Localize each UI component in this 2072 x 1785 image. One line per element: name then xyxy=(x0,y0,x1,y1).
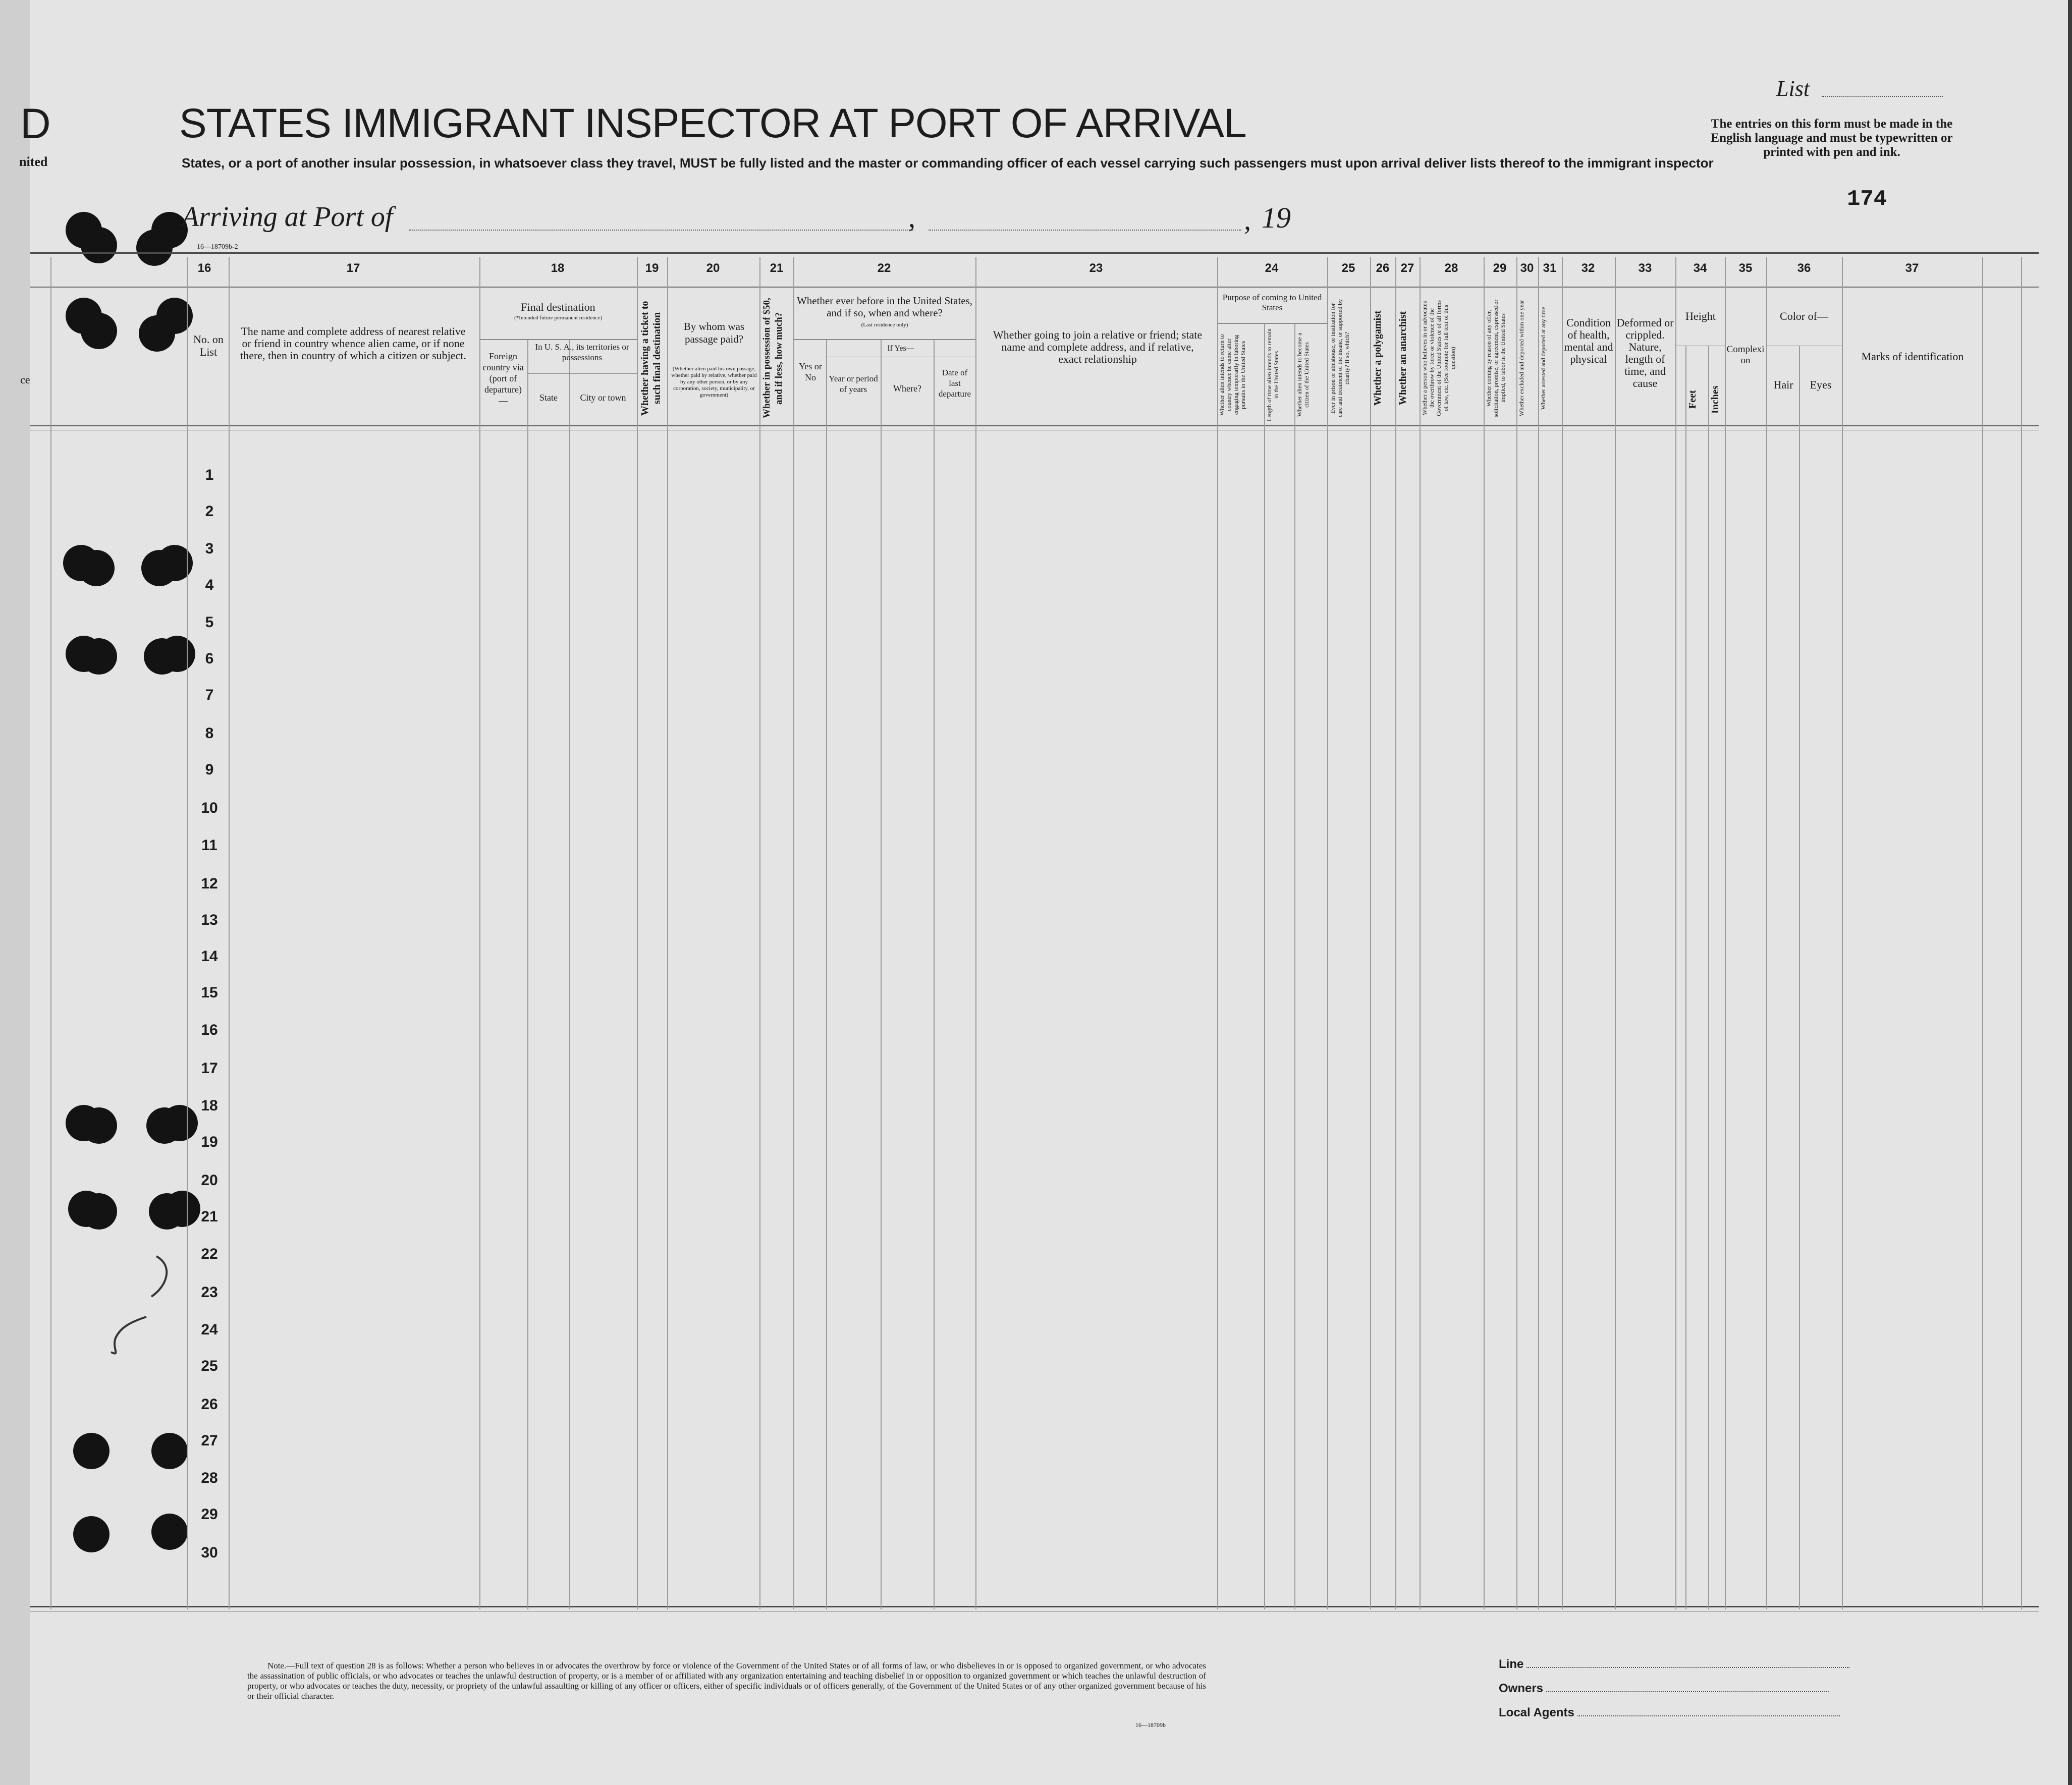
line-field[interactable] xyxy=(1526,1667,1849,1668)
owners-field[interactable] xyxy=(1546,1691,1829,1692)
line-row xyxy=(1499,1657,1849,1671)
column-rule xyxy=(1217,257,1218,1609)
column-number: 29 xyxy=(1493,261,1507,275)
column-rule xyxy=(1766,257,1767,1609)
header-if-yes: If Yes— xyxy=(887,344,914,353)
form-instructions: The entries on this form must be made in the English language and must be typewritten or printed with pen and ink. xyxy=(1711,117,1953,159)
column-number: 28 xyxy=(1444,261,1458,275)
header-overthrow: Whether a person who believes in or advocates the overthrow by force or violence of the Government of the United States or of all forms of law, etc. (See footnote for full text of this question) xyxy=(1421,300,1456,416)
column-rule xyxy=(934,339,935,1609)
column-rule xyxy=(1725,257,1726,1609)
rule-top xyxy=(30,252,2039,254)
punch-hole xyxy=(81,227,117,263)
punch-hole xyxy=(78,550,115,586)
column-rule xyxy=(1516,257,1517,1609)
agents-row xyxy=(1499,1706,1840,1720)
row-number: 7 xyxy=(205,687,214,703)
header-color-of: Color of— xyxy=(1780,310,1828,322)
column-rule xyxy=(1615,257,1616,1609)
column-rule xyxy=(667,257,668,1609)
rule-c24-sub xyxy=(1217,323,1327,324)
column-number: 37 xyxy=(1905,261,1919,275)
punch-hole xyxy=(73,1433,110,1469)
row-number: 27 xyxy=(201,1432,218,1449)
page-title: STATES IMMIGRANT INSPECTOR AT PORT OF ARRIVAL xyxy=(179,100,1246,146)
column-rule xyxy=(1420,257,1421,1609)
header-hair: Hair xyxy=(1773,378,1793,391)
pen-mark xyxy=(91,1251,182,1372)
column-rule xyxy=(229,257,230,1609)
column-rule xyxy=(1982,257,1983,1609)
row-number: 21 xyxy=(201,1208,218,1225)
row-number: 16 xyxy=(201,1022,218,1038)
header-anarchist: Whether an anarchist xyxy=(1397,311,1408,405)
rule-colnums xyxy=(30,287,2039,288)
row-number: 24 xyxy=(201,1321,218,1338)
punch-hole xyxy=(151,1514,188,1550)
column-number: 20 xyxy=(706,261,720,275)
column-rule xyxy=(569,339,570,1609)
column-rule xyxy=(2021,257,2022,1609)
right-edge-strip xyxy=(2068,0,2072,1785)
row-number: 13 xyxy=(201,912,218,928)
column-number: 32 xyxy=(1581,261,1595,275)
row-number: 18 xyxy=(201,1097,218,1114)
column-rule xyxy=(1294,323,1295,1609)
row-number: 10 xyxy=(201,800,218,816)
row-number: 28 xyxy=(201,1470,218,1486)
header-prison-almshouse: Ever in prison or almshouse, or institution for care and treatment of the insane, or supported by charity? If so, which? xyxy=(1329,299,1350,418)
column-number: 35 xyxy=(1738,261,1753,275)
column-rule xyxy=(637,257,638,1609)
column-rule xyxy=(1370,257,1371,1609)
column-rule xyxy=(1327,257,1328,1609)
column-number: 30 xyxy=(1520,261,1534,275)
column-rule xyxy=(187,257,188,1609)
row-number: 30 xyxy=(201,1544,218,1561)
row-number: 2 xyxy=(205,503,214,520)
left-fragment-small: nited xyxy=(19,154,48,169)
row-number: 11 xyxy=(201,837,217,854)
left-margin-strip xyxy=(0,0,30,1785)
row-number: 17 xyxy=(201,1060,218,1077)
header-no-on-list: No. on List xyxy=(193,333,224,358)
port-field[interactable] xyxy=(409,230,913,231)
column-rule xyxy=(826,339,827,1609)
column-number: 24 xyxy=(1265,261,1279,275)
header-purpose-length: Length of time alien intends to remain in the United States xyxy=(1266,328,1280,421)
header-purpose: Purpose of coming to United States xyxy=(1222,293,1322,312)
line-label: Line xyxy=(1499,1657,1524,1671)
header-city-town: City or town xyxy=(580,393,626,403)
rule-bottom xyxy=(30,1606,2039,1607)
header-ticket: Whether having a ticket to such final destination xyxy=(639,301,663,416)
column-number: 17 xyxy=(346,261,360,275)
header-polygamist: Whether a polygamist xyxy=(1372,310,1383,406)
header-marks-identification: Marks of identification xyxy=(1861,350,1964,363)
column-rule xyxy=(1484,257,1485,1609)
header-complexion: Complexion xyxy=(1726,344,1765,366)
row-number: 15 xyxy=(201,984,218,1001)
row-number: 23 xyxy=(201,1284,218,1301)
page-subtitle: States, or a port of another insular possession, in whatsoever class they travel, MUST be fully listed and the master or commanding officer of each vessel carrying such passengers must upon arrival deliver lists thereof to the immigrant inspector xyxy=(182,155,1714,171)
header-labor-offer: Whether coming by reason of any offer, solicitation, promise, or agreement, expressed or implied, to labor in the United States xyxy=(1485,299,1506,417)
header-feet: Feet xyxy=(1687,390,1698,409)
header-eyes: Eyes xyxy=(1810,378,1832,391)
row-number: 4 xyxy=(205,577,214,593)
column-rule xyxy=(881,339,882,1609)
column-number: 21 xyxy=(770,261,784,275)
column-number: 23 xyxy=(1089,261,1103,275)
punch-hole xyxy=(159,636,195,672)
header-final-destination-note: (*Intended future permanent residence) xyxy=(514,315,602,321)
list-label: List xyxy=(1776,76,1810,101)
row-number: 6 xyxy=(205,650,214,667)
header-year-period: Year or period of years xyxy=(829,374,878,394)
comma: , xyxy=(908,202,915,234)
column-rule xyxy=(1799,346,1800,1609)
punch-hole xyxy=(81,1193,117,1230)
column-rule xyxy=(1538,257,1539,1609)
column-rule xyxy=(1842,257,1843,1609)
header-join-relative: Whether going to join a relative or friend; state name and complete address, and if relative, exact relationship xyxy=(993,328,1203,365)
rule-c22-sub xyxy=(793,339,975,340)
column-rule xyxy=(975,257,976,1609)
row-number: 5 xyxy=(205,614,214,631)
agents-field[interactable] xyxy=(1577,1715,1840,1716)
column-number: 36 xyxy=(1797,261,1811,275)
header-purpose-citizen: Whether alien intends to become a citizen of the United States xyxy=(1296,332,1310,417)
header-health: Condition of health, mental and physical xyxy=(1564,316,1613,365)
header-excluded-deported: Whether excluded and deported within one year xyxy=(1518,300,1525,417)
year-comma: , xyxy=(1244,205,1251,236)
header-where: Where? xyxy=(893,383,921,394)
column-number: 26 xyxy=(1376,261,1390,275)
header-height: Height xyxy=(1685,310,1716,322)
footnote: Note.—Full text of question 28 is as follows: Whether a person who believes in or advocates the overthrow by force or violence of the Government of the United States or of all forms of law, or who disbelieves in or is opposed to organized government, or who advocates the assassination of public officials, or who advocates or teaches the unlawful destruction of property, or is a member of or affiliated with any organization entertaining and teaching disbelief in or opposition to organized government or which teaches the unlawful destruction of property, or who advocates or teaches the duty, necessity, or propriety of the unlawful assaulting or killing of any officer or officers, either of specific individuals or of officers generally, of the Government of the United States or of any other organized government because of his or their official character. xyxy=(247,1661,1206,1701)
header-foreign-country: Foreign country via (port of departure)— xyxy=(482,351,524,406)
rule-header-bottom xyxy=(30,425,2039,426)
left-margin-label: ce xyxy=(20,373,30,386)
column-number: 27 xyxy=(1400,261,1414,275)
column-number: 33 xyxy=(1638,261,1652,275)
punch-hole xyxy=(81,1107,117,1144)
header-arrested-deported: Whether arrested and deported at any time xyxy=(1540,307,1547,410)
year-prefix: 19 xyxy=(1262,201,1291,234)
left-fragment-big: D xyxy=(20,100,51,147)
header-possession-50: Whether in possession of $50, and if less, how much? xyxy=(761,298,784,419)
punch-hole xyxy=(81,313,117,349)
column-rule xyxy=(1675,257,1676,1609)
row-number: 14 xyxy=(201,948,218,965)
rule-c18-sub xyxy=(479,339,637,340)
column-rule xyxy=(1708,346,1709,1609)
header-yes-no: Yes or No xyxy=(799,361,822,382)
date-field[interactable] xyxy=(929,230,1241,231)
header-state: State xyxy=(539,393,558,403)
row-number: 22 xyxy=(201,1246,218,1262)
column-rule xyxy=(793,257,794,1609)
column-rule xyxy=(1562,257,1563,1609)
owners-label: Owners xyxy=(1499,1682,1544,1695)
header-ever-before: Whether ever before in the United States, and if so, when and where? xyxy=(796,295,973,319)
column-number: 18 xyxy=(551,261,565,275)
punch-hole xyxy=(151,1433,188,1469)
column-rule xyxy=(1395,257,1396,1609)
column-rule xyxy=(1264,323,1265,1609)
header-inches: Inches xyxy=(1710,385,1721,414)
column-rule xyxy=(479,257,480,1609)
owners-row xyxy=(1499,1682,1829,1696)
form-code-top: 16—18709b-2 xyxy=(197,243,238,251)
row-number: 12 xyxy=(201,875,218,892)
row-number: 3 xyxy=(205,540,214,557)
row-number: 26 xyxy=(201,1396,218,1413)
row-number: 19 xyxy=(201,1134,218,1150)
row-number: 25 xyxy=(201,1358,218,1374)
column-rule xyxy=(759,257,760,1609)
punch-hole xyxy=(73,1516,110,1552)
header-final-destination: Final destination xyxy=(521,301,595,313)
agents-label: Local Agents xyxy=(1499,1706,1574,1719)
header-passage-paid-note: (Whether alien paid his own passage, whether paid by relative, whether paid by any other person, or by any corporation, society, municipality, or government) xyxy=(671,366,757,398)
column-rule xyxy=(1685,346,1686,1609)
punch-hole xyxy=(81,638,117,675)
row-number: 1 xyxy=(205,467,214,483)
list-number-field[interactable] xyxy=(1822,96,1943,97)
header-in-usa: In U. S. A., its territories or possessions xyxy=(535,342,629,362)
column-rule xyxy=(527,339,528,1609)
column-number: 31 xyxy=(1543,261,1557,275)
rule-c18-usa xyxy=(527,373,637,374)
header-date-departure: Date of last departure xyxy=(938,368,971,399)
column-number: 16 xyxy=(197,261,211,275)
row-number: 9 xyxy=(205,761,214,778)
column-number: 34 xyxy=(1693,261,1707,275)
header-nearest-relative: The name and complete address of nearest relative or friend in country whence alien came, or if none there, then in country of which a citizen or subject. xyxy=(240,325,466,362)
header-purpose-return: Whether alien intends to return to country whence he came after engaging temporarily in laboring pursuits in the United States xyxy=(1218,334,1246,416)
header-deformed: Deformed or crippled. Nature, length of time, and cause xyxy=(1616,316,1674,389)
arriving-label: Arriving at Port of xyxy=(182,201,393,233)
column-number: 22 xyxy=(877,261,891,275)
row-number: 29 xyxy=(201,1506,218,1523)
page-number: 174 xyxy=(1847,187,1887,212)
row-number: 8 xyxy=(205,725,214,742)
column-rule xyxy=(50,257,51,1609)
footer-form-code: 16—18709b xyxy=(1135,1721,1166,1728)
header-ever-before-note: (Last residence only) xyxy=(861,322,908,328)
column-number: 19 xyxy=(645,261,659,275)
column-number: 25 xyxy=(1341,261,1355,275)
row-number: 20 xyxy=(201,1172,218,1189)
header-passage-paid: By whom was passage paid? xyxy=(683,320,745,345)
